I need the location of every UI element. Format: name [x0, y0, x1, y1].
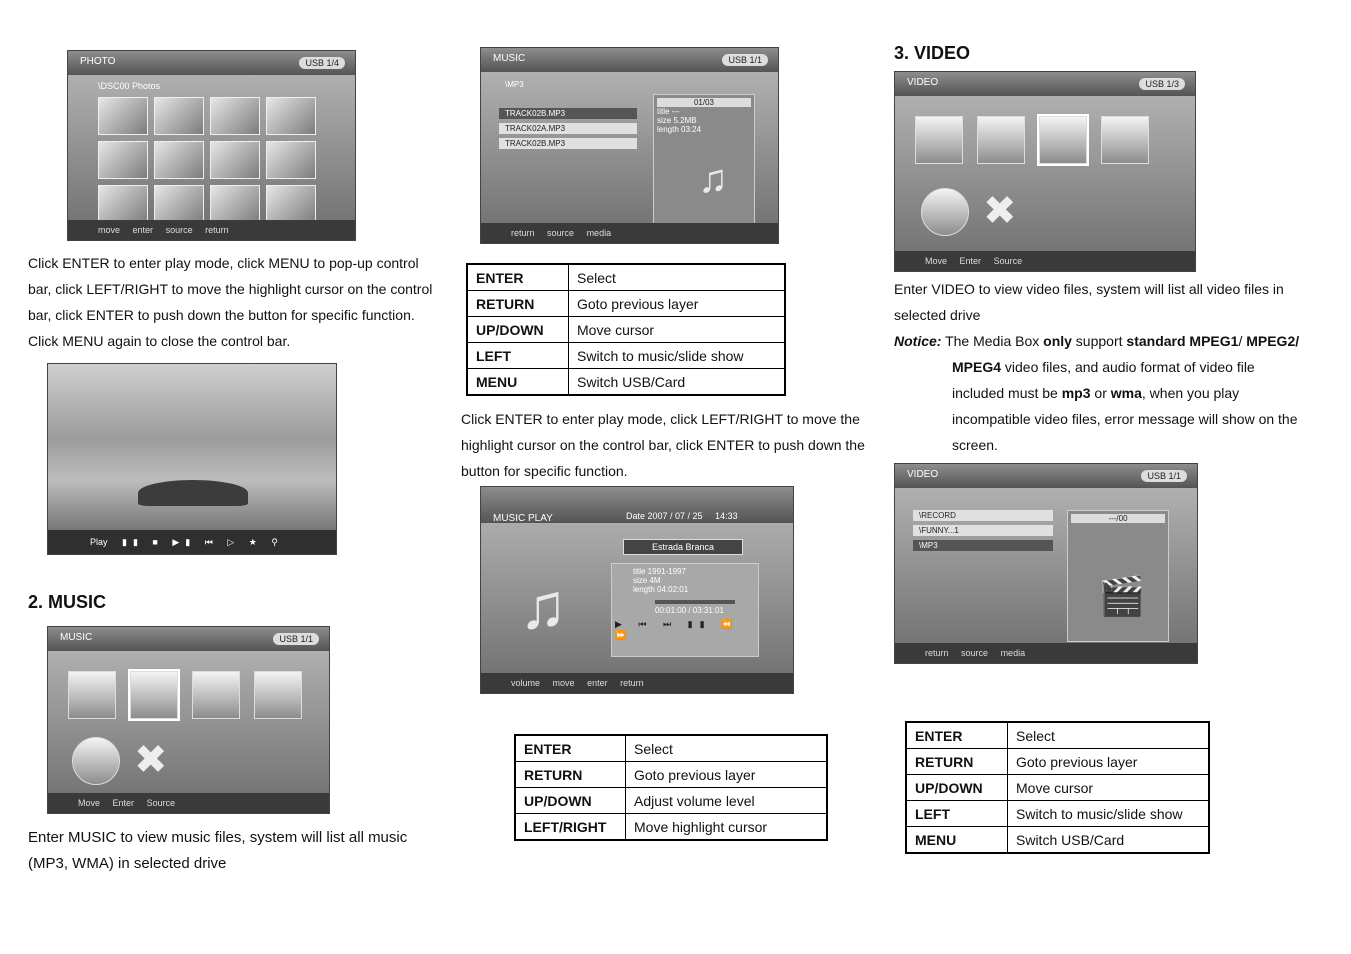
function-cell: Switch USB/Card [569, 369, 786, 396]
photo-thumbnail [210, 185, 260, 223]
function-cell: Switch USB/Card [1008, 827, 1210, 854]
progress-bar[interactable] [655, 600, 735, 604]
key-cell: RETURN [515, 762, 626, 788]
key-cell: UP/DOWN [906, 775, 1008, 801]
video-list-screenshot [894, 463, 1198, 664]
song-info-panel [611, 563, 759, 657]
notice-line [894, 328, 1334, 354]
screenshot-header [895, 72, 1195, 96]
key-cell: RETURN [467, 291, 569, 317]
footer-hint: Source [993, 256, 1023, 266]
table-row [906, 827, 1209, 854]
footer-hint: source [165, 225, 193, 235]
table-row [906, 775, 1209, 801]
notice-label: Notice: [894, 333, 942, 349]
notice-bold: standard MPEG1 [1126, 333, 1239, 349]
music-list-key-table [466, 263, 786, 396]
footer-hint: return [205, 225, 229, 235]
footer-hint: volume [511, 678, 541, 688]
media-menu-icons-row2 [921, 188, 1029, 236]
screenshot-title: MUSIC [493, 53, 526, 64]
table-row [515, 814, 827, 841]
photos-menu-icon [1101, 116, 1149, 164]
key-cell: MENU [467, 369, 569, 396]
screenshot-footer [68, 220, 355, 240]
music-menu-screenshot [47, 626, 330, 814]
photo-thumbnail [210, 141, 260, 179]
music-section-title: 2. MUSIC [28, 592, 107, 612]
slideshow-screenshot [47, 363, 337, 555]
key-cell: RETURN [906, 749, 1008, 775]
footer-hint: Move [78, 798, 101, 808]
footer-hint: Source [146, 798, 176, 808]
screenshot-title: PHOTO [80, 56, 116, 67]
video-menu-screenshot [894, 71, 1196, 272]
photo-thumbnail [266, 185, 316, 223]
photo-path: \DSC00 Photos [98, 81, 161, 91]
notice-text: video files, and audio format of video file [1001, 359, 1255, 375]
screenshot-title: MUSIC PLAY [493, 513, 553, 524]
photos-menu-icon [254, 671, 302, 719]
key-cell: UP/DOWN [467, 317, 569, 343]
track-info-line: size 5.2MB [657, 116, 697, 125]
notice-bold: wma [1110, 385, 1142, 401]
footer-hint: return [511, 228, 535, 238]
notice-text: included must be [952, 385, 1062, 401]
table-row [467, 369, 785, 396]
function-cell: Move highlight cursor [626, 814, 828, 841]
usb-indicator: USB 1/1 [1141, 470, 1187, 482]
slideshow-control-bar [48, 530, 336, 554]
function-cell: Goto previous layer [569, 291, 786, 317]
playback-controls: ▶ ⏮ ⏭ ▮▮ ⏪ ⏩ [615, 619, 740, 640]
video-key-table [905, 721, 1210, 854]
track-info-line: length 03:24 [657, 125, 702, 134]
media-menu-icons [68, 671, 302, 719]
screenshot-title: VIDEO [907, 77, 939, 88]
key-cell: ENTER [515, 735, 626, 762]
notice-text: or [1090, 385, 1111, 401]
video-description [894, 276, 1334, 458]
track-info-line: title --- [657, 107, 680, 116]
text-line: selected drive [894, 307, 981, 323]
table-row [467, 291, 785, 317]
text-line: Click ENTER to enter play mode, click MENU to pop-up control [28, 255, 419, 271]
table-row [906, 801, 1209, 827]
photo-thumbnail [154, 141, 204, 179]
photo-thumbnail [98, 185, 148, 223]
text-line: bar, click ENTER to push down the button for specific function. [28, 307, 415, 323]
notice-bold: MPEG2/ [1246, 333, 1300, 349]
footer-hint: return [620, 678, 644, 688]
notice-text: / [1238, 333, 1247, 349]
track-item[interactable]: TRACK02A.MP3 [499, 123, 637, 134]
clock-icon [921, 188, 969, 236]
track-item[interactable]: TRACK02B.MP3 [499, 108, 637, 119]
footer-hint: enter [132, 225, 154, 235]
notice-line [952, 354, 1334, 380]
footer-hint: media [586, 228, 612, 238]
play-label: Play [90, 537, 108, 547]
music-note-icon: ♫ [698, 157, 728, 201]
video-menu-icon [192, 671, 240, 719]
song-info-line: size 4M [633, 576, 661, 585]
photo-thumbnail [98, 141, 148, 179]
notice-text: , when you play [1141, 385, 1240, 401]
table-row [906, 722, 1209, 749]
photo-menu-icon [68, 671, 116, 719]
text-line: Enter MUSIC to view music files, system will list all music [28, 829, 408, 846]
text-line: (MP3, WMA) in selected drive [28, 855, 227, 872]
function-cell: Goto previous layer [626, 762, 828, 788]
screenshot-footer [481, 223, 778, 243]
text-line: Click ENTER to enter play mode, click LEFT/RIGHT to move the [461, 411, 860, 427]
photo-instructions [28, 250, 458, 354]
table-row [515, 762, 827, 788]
notice-bold: MPEG4 [952, 359, 1002, 375]
video-section-title: 3. VIDEO [894, 43, 971, 63]
text-line: bar, click LEFT/RIGHT to move the highlight cursor on the control [28, 281, 433, 297]
footer-hint: media [1000, 648, 1026, 658]
table-row [906, 749, 1209, 775]
usb-indicator: USB 1/4 [299, 57, 345, 69]
footer-hint: enter [587, 678, 608, 688]
music-list-screenshot [480, 47, 779, 244]
screenshot-footer [481, 673, 793, 693]
music-play-screenshot [480, 486, 794, 694]
screenshot-header [481, 48, 778, 72]
photo-thumbnail [98, 97, 148, 135]
notice-bold: only [1043, 333, 1072, 349]
key-cell: MENU [906, 827, 1008, 854]
photo-browser-screenshot [67, 50, 356, 241]
folder-item[interactable]: \FUNNY...1 [913, 525, 1053, 536]
screenshot-title: VIDEO [907, 469, 939, 480]
video-info-panel [1067, 510, 1169, 642]
function-cell: Select [626, 735, 828, 762]
key-cell: ENTER [467, 264, 569, 291]
file-counter: ---/00 [1071, 514, 1165, 523]
footer-hint: source [961, 648, 989, 658]
track-item[interactable]: TRACK02B.MP3 [499, 138, 637, 149]
screenshot-header [68, 51, 355, 75]
screenshot-footer [895, 643, 1197, 663]
function-cell: Switch to music/slide show [569, 343, 786, 369]
photo-thumbnail [266, 97, 316, 135]
notice-text: The Media Box [941, 333, 1044, 349]
tools-icon: ✖ [134, 738, 168, 782]
key-cell: LEFT/RIGHT [515, 814, 626, 841]
music-note-icon: ♫ [519, 570, 567, 642]
song-info-line: length 04:02:01 [633, 585, 689, 594]
music-description [28, 825, 468, 877]
function-cell: Move cursor [569, 317, 786, 343]
function-cell: Goto previous layer [1008, 749, 1210, 775]
notice-line [952, 380, 1334, 406]
key-cell: LEFT [906, 801, 1008, 827]
song-info-line: title 1991-1997 [633, 567, 686, 576]
table-row [515, 788, 827, 814]
notice-line: screen. [952, 437, 998, 453]
function-cell: Switch to music/slide show [1008, 801, 1210, 827]
screenshot-title: MUSIC [60, 632, 93, 643]
photo-thumbnail-grid [98, 97, 316, 223]
table-row [467, 264, 785, 291]
footer-hint: return [925, 648, 949, 658]
text-line: Click MENU again to close the control bar. [28, 333, 291, 349]
notice-text: support [1071, 333, 1127, 349]
function-cell: Adjust volume level [626, 788, 828, 814]
screenshot-header [481, 487, 793, 523]
track-counter: 01/03 [657, 98, 751, 107]
song-title: Estrada Branca [623, 539, 743, 555]
music-menu-icon [130, 671, 178, 719]
footer-hint: Enter [112, 798, 135, 808]
table-row [515, 735, 827, 762]
text-line: Enter VIDEO to view video files, system will list all video files in [894, 281, 1284, 297]
folder-item[interactable]: \MP3 [913, 540, 1053, 551]
play-time: 00:01:00 / 03:31:01 [655, 606, 724, 615]
notice-bold: mp3 [1061, 385, 1091, 401]
media-menu-icons [915, 116, 1149, 164]
footer-hint: Move [925, 256, 948, 266]
music-menu-icon [977, 116, 1025, 164]
usb-indicator: USB 1/1 [273, 633, 319, 645]
video-menu-icon [1039, 116, 1087, 164]
media-menu-icons-row2 [72, 737, 180, 785]
folder-item[interactable]: \RECORD [913, 510, 1053, 521]
footer-hint: move [552, 678, 575, 688]
notice-line: incompatible video files, error message will show on the [952, 411, 1298, 427]
usb-indicator: USB 1/1 [722, 54, 768, 66]
photo-thumbnail [210, 97, 260, 135]
key-cell: ENTER [906, 722, 1008, 749]
clapperboard-icon: 🎬 [1098, 576, 1146, 618]
text-line: button for specific function. [461, 463, 628, 479]
footer-hint: source [547, 228, 575, 238]
date-time: Date 2007 / 07 / 25 14:33 [626, 511, 738, 521]
music-play-instructions [461, 406, 891, 484]
folder-path: \MP3 [505, 80, 524, 89]
photo-menu-icon [915, 116, 963, 164]
screenshot-header [48, 627, 329, 651]
footer-hint: Enter [959, 256, 982, 266]
photo-thumbnail [266, 141, 316, 179]
table-row [467, 317, 785, 343]
tools-icon: ✖ [983, 189, 1017, 233]
control-icons: ▮▮ ■ ▶▮ ⏮ ▷ ★ ⚲ [122, 537, 284, 547]
key-cell: UP/DOWN [515, 788, 626, 814]
screenshot-footer [895, 251, 1195, 271]
notice-indented-block [894, 354, 1334, 458]
clock-icon [72, 737, 120, 785]
key-cell: LEFT [467, 343, 569, 369]
screenshot-footer [48, 793, 329, 813]
footer-hint: move [98, 225, 121, 235]
text-line: highlight cursor on the control bar, click ENTER to push down the [461, 437, 865, 453]
table-row [467, 343, 785, 369]
usb-indicator: USB 1/3 [1139, 78, 1185, 90]
function-cell: Move cursor [1008, 775, 1210, 801]
track-info-panel [653, 94, 755, 226]
screenshot-header [895, 464, 1197, 488]
function-cell: Select [569, 264, 786, 291]
island-shape [138, 480, 248, 506]
function-cell: Select [1008, 722, 1210, 749]
music-play-key-table [514, 734, 828, 841]
photo-thumbnail [154, 97, 204, 135]
photo-thumbnail [154, 185, 204, 223]
